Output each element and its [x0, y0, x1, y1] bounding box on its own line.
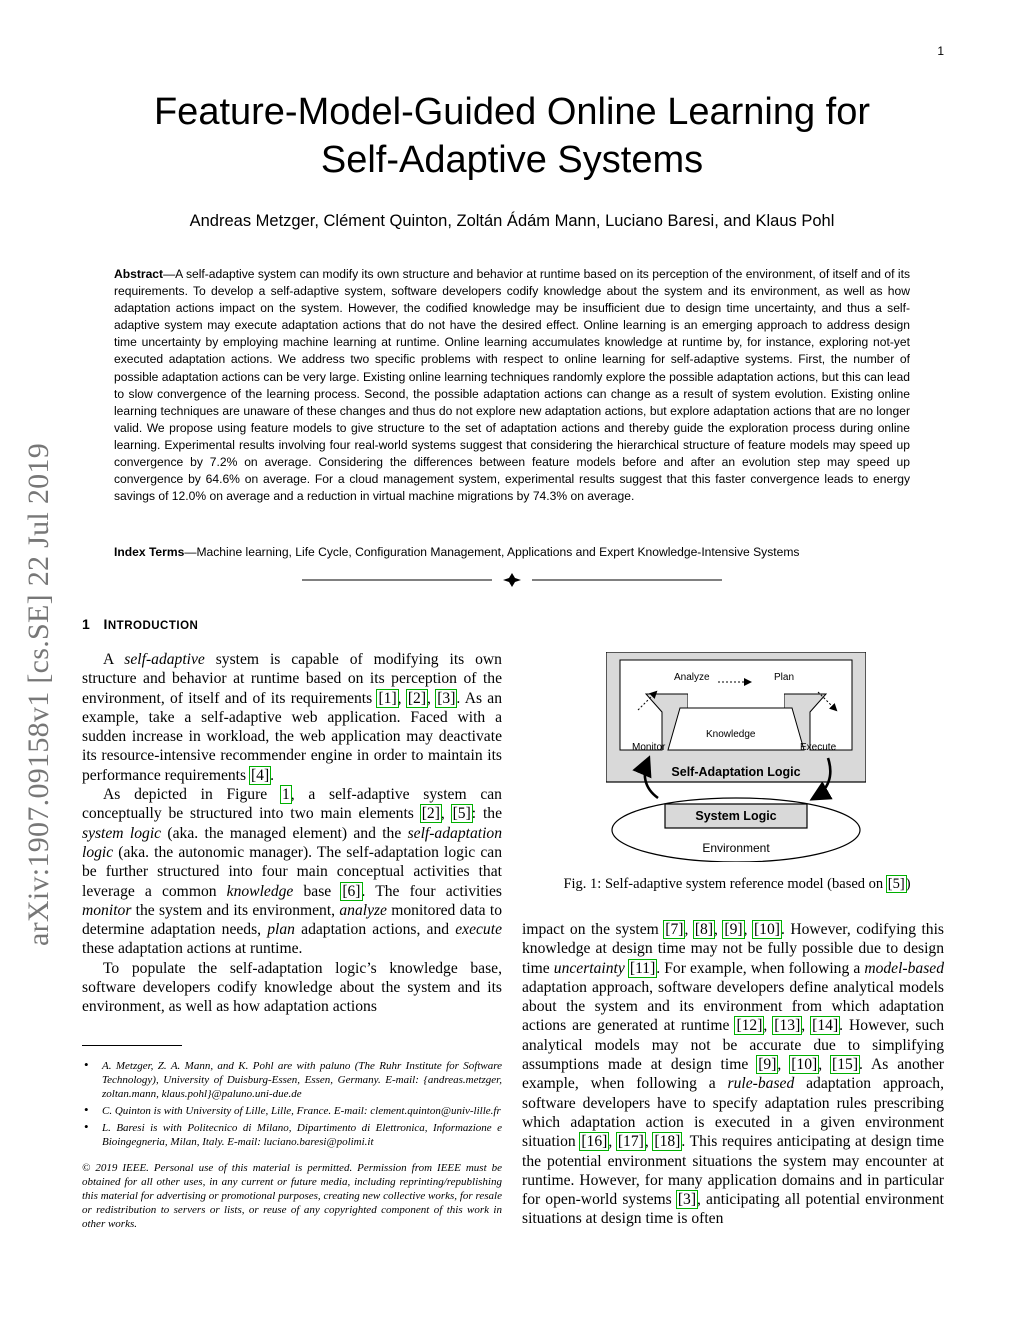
left-column-text	[82, 650, 502, 1017]
paragraph: impact on the system [7], [8], [9], [10]. However, codifying this knowledge at design time may not be fully possible due to design time uncertainty [11]. For example, when following a model-based adaptation approach, software developers define analytical models about the system and its environment from which adaptation actions are generated at runtime [12], [13], [14]. However, such analytical models may not be accurate due to simplifying assumptions made at design time [9], [10], [15]. As another example, when following a rule-based adaptation approach, software developers have to specify adaptation rules prescribing which adaptation action is executed in a given environment situation [16], [17], [18]. This requires anticipating at design time the potential environment situations the system may encounter at runtime. However, for many application domains and in particular for open-world systems [3], anticipating all potential environment situations at design time is often	[522, 921, 945, 1228]
section-divider	[302, 572, 722, 588]
citation-link[interactable]: [11]	[629, 959, 656, 977]
paragraph: To populate the self-adaptation logic’s knowledge base, software developers codify knowledge about the system and its environment, as well as how adaptation actions	[82, 959, 502, 1016]
citation-link[interactable]: [10]	[791, 1056, 818, 1074]
citation-link[interactable]: [6]	[342, 882, 361, 900]
citation-link[interactable]: [7]	[665, 921, 684, 938]
footnotes	[82, 1059, 502, 1231]
citation-link[interactable]: [13]	[774, 1017, 801, 1035]
footnote-rule	[82, 1045, 182, 1046]
section-heading: 1 INTRODUCTION	[82, 616, 199, 632]
index-terms: Index Terms—Machine learning, Life Cycle, Configuration Management, Applications and Expert Knowledge-Intensive Systems	[114, 545, 800, 559]
author-list: Andreas Metzger, Clément Quinton, Zoltán Ádám Mann, Luciano Baresi, and Klaus Pohl	[189, 212, 835, 230]
paragraph: As depicted in Figure 1, a self-adaptive system can conceptually be structured into two main elements [2], [5]: the system logic (aka. the managed element) and the self-adaptation logic (aka. the autonomic manager). The self-adaptation logic can be further structured into four main conceptual activities that leverage a common knowledge base [6]. The four activities monitor the system and its environment, analyze monitored data to determine adaptation needs, plan adaptation actions, and execute these adaptation actions at runtime.	[82, 786, 503, 958]
citation-link[interactable]: [9]	[758, 1056, 777, 1074]
citation-link[interactable]: [15]	[832, 1056, 859, 1074]
footnote-item: • L. Baresi is with Politecnico di Milano, Dipartimento di Elettronica, Informazione e Bioingegneria, Milan, Italy. E-mail: luciano.baresi@polimi.it	[82, 1121, 502, 1149]
citation-link[interactable]: [3]	[437, 689, 456, 707]
monitor-label: Monitor	[632, 742, 666, 753]
citation-link[interactable]: [5]	[452, 805, 471, 823]
citation-link[interactable]: [17]	[617, 1133, 644, 1151]
analyze-label: Analyze	[674, 672, 710, 683]
citation-link[interactable]: [9]	[724, 921, 743, 938]
abstract: Abstract—A self-adaptive system can modify its own structure and behavior at runtime based on its perception of the environment, of itself and of its requirements. To develop a self-adaptive system, software developers codify knowledge about the system and its environment, as well as how adaptation actions impact on the system. However, the codified knowledge may be insufficient due to design time uncertainty, and thus a self-adaptive system may execute adaptation actions that do not have the desired effect. Online learning is an emerging approach to address design time uncertainty by employing machine learning at runtime. Online learning accumulates knowledge at runtime by, for instance, exploring not-yet executed adaptation actions. We address two specific problems with respect to online learning for self-adaptive systems. First, the number of possible adaptation actions can be very large. Existing online learning techniques randomly explore the possible adaptation actions, but this can lead to slow convergence of the learning process. Second, the possible adaptation actions can change as a result of system evolution. Existing online learning techniques are unaware of these changes and thus do not explore new adaptation actions, but explore adaptation actions that are no longer valid. We propose using feature models to give structure to the set of adaptation actions and thereby guide the exploration process during online learning. Experimental results involving four real-world systems suggest that considering the hierarchical structure of feature models may speed up convergence by 7.2% on average. Considering the differences between feature models before and after an evolution step may speed up convergence by 64.6% on average. For a cloud management system, experimental results suggest that this faster convergence leads to energy savings of 12.0% on average and a reduction in virtual machine migrations by 74.3% on average.	[114, 267, 910, 504]
right-column-text	[522, 920, 944, 1229]
knowledge-label: Knowledge	[706, 729, 756, 740]
footnote-item: • C. Quinton is with University of Lille, Lille, France. E-mail: clement.quinton@univ-lille.fr	[82, 1104, 502, 1118]
paragraph: A self-adaptive system is capable of modifying its own structure and behavior at runtime based on its perception of the environment, of itself and of its requirements [1], [2], [3]. As an example, take a self-adaptive web application. Faced with a sudden increase in workload, the web application may deactivate its resource-intensive recommender engine in order to maintain its performance requirements [4].	[82, 651, 503, 784]
citation-link[interactable]: [8]	[694, 921, 714, 938]
self-adaptation-logic-label: Self-Adaptation Logic	[671, 765, 801, 779]
citation-link[interactable]: [4]	[250, 766, 270, 784]
citation-link[interactable]: [2]	[421, 805, 440, 823]
citation-link[interactable]: [10]	[753, 921, 780, 938]
figure-self-adaptive-model	[606, 652, 866, 862]
environment-label: Environment	[702, 841, 770, 855]
citation-link[interactable]: [18]	[654, 1133, 681, 1151]
paper-title: Feature-Model-Guided Online Learning for Self-Adaptive Systems	[153, 91, 871, 181]
footnote-item: • A. Metzger, Z. A. Mann, and K. Pohl are with paluno (The Ruhr Institute for Software Technology), University of Duisburg-Essen, Essen, Germany. E-mail: {andreas.metzger, zoltan.mann, klaus.pohl}@paluno.uni-due.de	[82, 1059, 502, 1101]
execute-label: Execute	[800, 742, 837, 753]
citation-link[interactable]: [14]	[812, 1017, 839, 1035]
system-logic-label: System Logic	[695, 809, 777, 823]
plan-label: Plan	[774, 672, 795, 683]
page-number: 1	[937, 44, 944, 58]
citation-link[interactable]: [5]	[887, 876, 905, 892]
figure-link[interactable]: 1	[281, 786, 290, 804]
citation-link[interactable]: [12]	[736, 1017, 763, 1035]
citation-link[interactable]: [3]	[677, 1191, 697, 1209]
citation-link[interactable]: [1]	[378, 689, 397, 707]
citation-link[interactable]: [2]	[407, 689, 427, 707]
arxiv-identifier: arXiv:1907.09158v1 [cs.SE] 22 Jul 2019	[22, 442, 55, 946]
figure-caption: Fig. 1: Self-adaptive system reference model (based on [5])	[563, 876, 911, 892]
citation-link[interactable]: [16]	[581, 1133, 608, 1151]
copyright-notice: © 2019 IEEE. Personal use of this material is permitted. Permission from IEEE must be obtained for all other uses, in any current or future media, including reprinting/republishing this material for advertising or promotional purposes, creating new collective works, for resale or redistribution to servers or lists, or reuse of any copyrighted component of this work in other works.	[82, 1162, 502, 1230]
